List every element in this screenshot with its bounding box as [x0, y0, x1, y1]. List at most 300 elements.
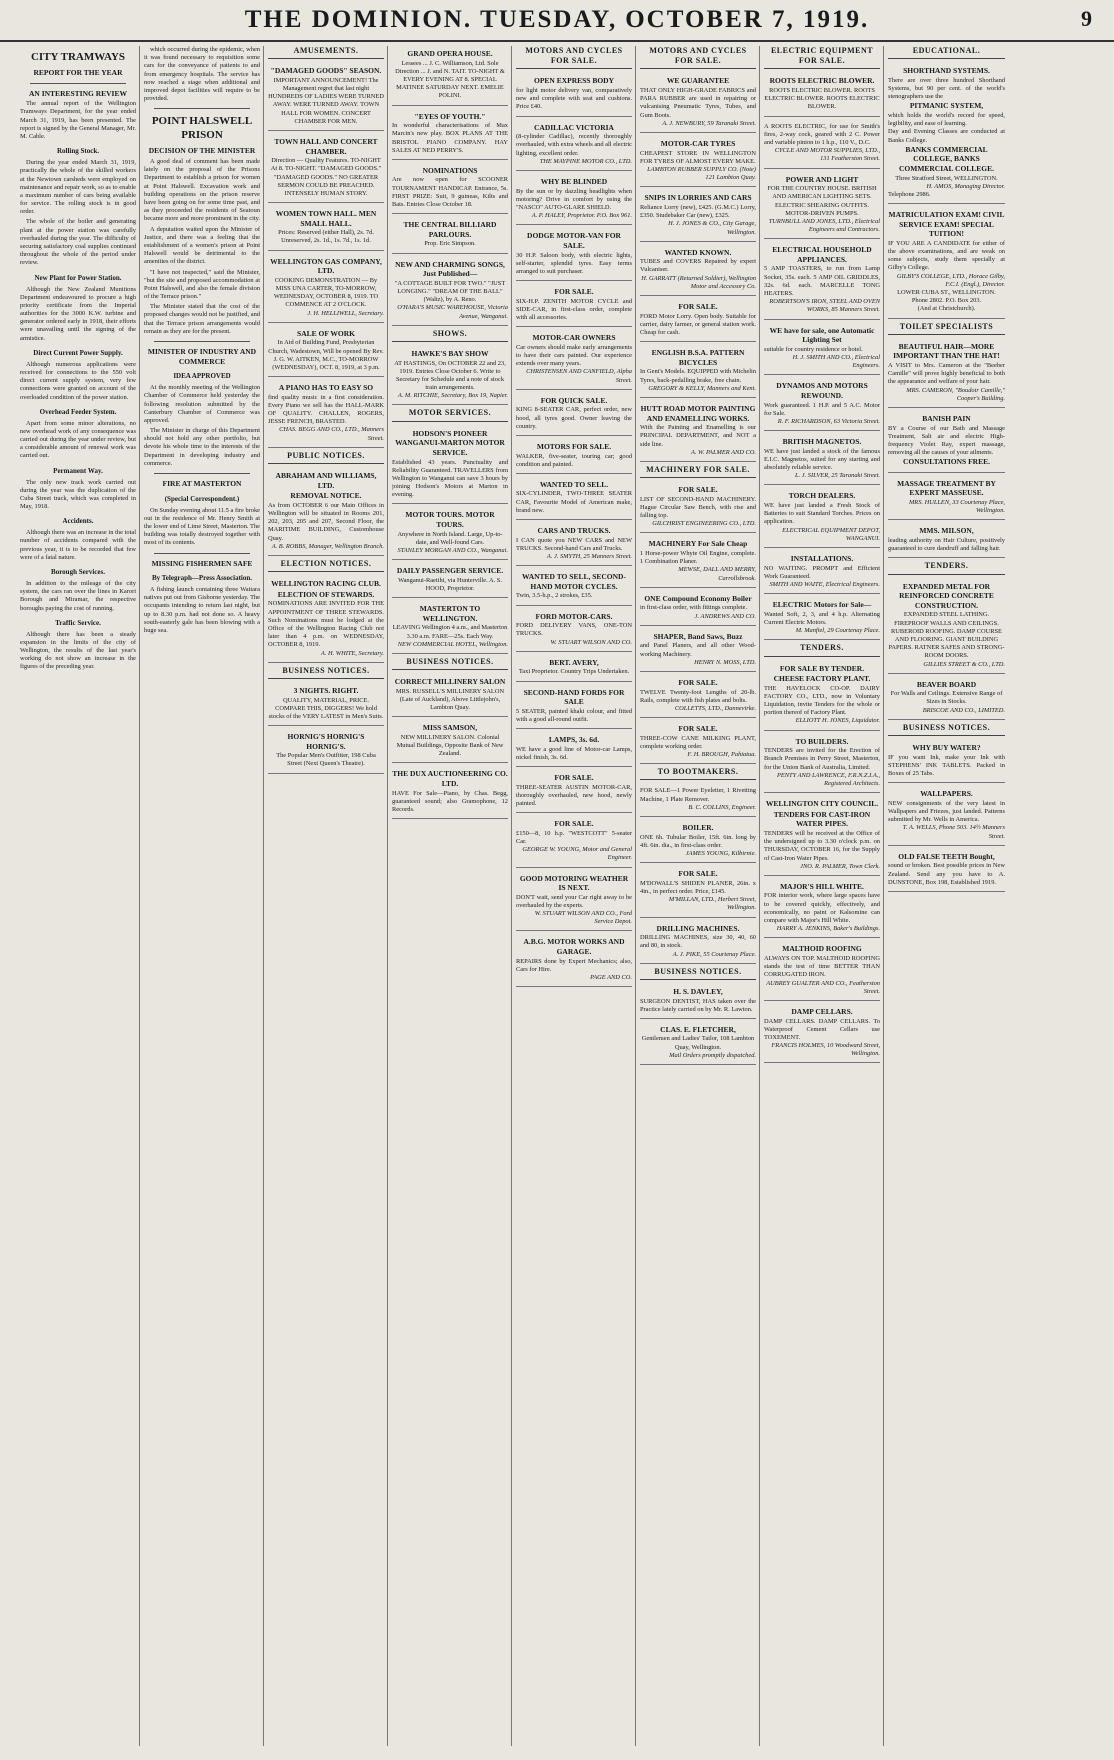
ad-title: THE DUX AUCTIONEERING CO. LTD. [392, 769, 508, 789]
page-number: 9 [1081, 6, 1092, 31]
ad-signature: B. C. COLLINS, Engineer. [688, 803, 756, 811]
section-header: TO BOOTMAKERS. [640, 767, 756, 780]
ad-title: HUTT ROAD MOTOR PAINTING AND ENAMELLING WORKS. [640, 403, 756, 423]
ad-signature: MEWSE, DALL AND MERRY, Carrollsbrook. [678, 566, 756, 582]
advertisement [516, 770, 632, 813]
paragraph: Although there was an increase in the total number of accidents compared with the previous year, it is to be recorded that few were of a fatal nature. [20, 529, 136, 561]
section-header: MOTORS AND CYCLES FOR SALE. [516, 46, 632, 69]
ad-title: MOTORS FOR SALE. [536, 441, 612, 451]
ad-signature: H. J. SMITH AND CO., Electrical Engineers. [792, 353, 880, 370]
advertisement [268, 576, 384, 663]
ad-body: Lessees ... J. C. Williamson, Ltd. Sole Direction ... J. and N. TAIT. TO-NIGHT & EVERY EVENING AT 8. SPECIAL MATINEE SATURDAY NEXT. EMELIE POLINI. [395, 59, 505, 100]
article-title: POINT HALSWELL PRISON [151, 115, 253, 142]
ad-body: IF YOU ARE A CANDIDATE for either of the above examinations, and are weak on some subjects, study them specially at Gilby's College. [888, 239, 1005, 272]
ad-body: Prop. Eric Simpson. [424, 240, 476, 248]
ad-title: SECOND-HAND FORDS FOR SALE [523, 687, 625, 707]
ad-signature: TURNBULL AND JONES, LTD., Electrical Engineers and Contractors. [768, 217, 880, 234]
ad-signature: Mail Orders promptly dispatched. [669, 1051, 756, 1059]
advertisement [640, 345, 756, 398]
paragraph: The Minister in charge of this Department should not hold any other portfolio, but devote his whole time to the interests of the Department in developing industry and commerce. [144, 427, 260, 467]
ad-title: ABRAHAM AND WILLIAMS, LTD. [275, 471, 377, 490]
ad-title: SHORTHAND SYSTEMS. [903, 66, 990, 76]
ad-heading: ELECTION OF STEWARDS. [277, 589, 375, 599]
advertisement [640, 536, 756, 587]
ad-body: for light motor delivery van, comparatively new and complete with seat and cushions. Price £40. [516, 87, 632, 111]
ad-title: FOR SALE. [554, 819, 594, 829]
ad-title: MAJOR'S HILL WHITE. [780, 881, 864, 891]
ad-body: WALKER, five-seater, touring car; good condition and painted. [516, 452, 632, 468]
ad-title: NOMINATIONS [422, 165, 478, 175]
masthead-date: OCTOBER 7, 1919. [625, 6, 870, 33]
section-header: BUSINESS NOTICES. [640, 967, 756, 980]
ad-body: In Gent's Models. EQUIPPED with Michelin Tyres, back-pedalling brake, free chain. [640, 368, 756, 384]
advertisement [516, 393, 632, 436]
article-title: CITY TRAMWAYS [30, 51, 126, 63]
section-heading: Permanent Way. [53, 466, 103, 475]
ad-signature: GILLIES STREET & CO., LTD. [923, 660, 1005, 668]
advertisement [392, 257, 508, 326]
ad-signature: ELLIOTT H. JONES, Liquidator. [795, 717, 880, 725]
advertisement [640, 921, 756, 964]
ad-title: POWER AND LIGHT [785, 174, 859, 184]
ad-signature: F. H. BROUGH, Pahiatua. [687, 751, 756, 759]
ad-title: SHAPER, Band Saws, Buzz [653, 631, 743, 641]
ad-body: (8-cylinder Cadillac), recently thoroughly overhauled, with extra wheels and all electric lighting, excellent order. [516, 133, 632, 157]
ad-signature: CHAS. BEGG AND CO., LTD., Manners Street. [279, 426, 384, 442]
ad-title: TO BUILDERS. [795, 736, 849, 746]
ad-title: WELLINGTON RACING CLUB. [271, 579, 381, 589]
advertisement [516, 330, 632, 390]
advertisement [640, 482, 756, 533]
ad-title: FOR QUICK SALE. [540, 395, 608, 405]
advertisement [764, 378, 880, 431]
ad-title: CARS AND TRUCKS. [537, 526, 611, 536]
ad-body: BY a Course of our Bath and Massage Treatment, Salt air and electric High-frequency Violet Ray, expert massage, removing all the causes of your ailments. [888, 424, 1005, 457]
column-2 [144, 46, 264, 1746]
advertisement [764, 120, 880, 169]
section-heading: New Plant for Power Station. [34, 273, 122, 282]
section-heading: Direct Current Power Supply. [33, 348, 123, 357]
advertisement [640, 190, 756, 241]
ad-title: CORRECT MILLINERY SALON [394, 677, 506, 687]
ad-signature: R. F. RICHARDSON, 63 Victoria Street. [777, 417, 880, 425]
advertisement [888, 63, 1005, 204]
advertisement [640, 1022, 756, 1065]
ad-title: MOTOR-CAR OWNERS [532, 333, 616, 343]
advertisement [516, 732, 632, 767]
ad-body: Wanted Soft, 2, 3, and 4 h.p. Alternating Current Electric Motors. [764, 610, 880, 626]
ad-body: M'DOWALL'S SHIDEN PLANER, 26in. x 4in., in perfect order. Price, £145. [640, 879, 756, 895]
ad-body: FOR THE COUNTRY HOUSE. BRITISH AND AMERICAN LIGHTING SETS. ELECTRIC SHEARING OUTFITS. MOTOR-DRIVEN PUMPS. [767, 185, 877, 217]
ad-signature: A. J. PIKE, 55 Courtenay Place. [672, 950, 756, 958]
ad-body: NEW MILLINERY SALON. Colonial Mutual Buildings, Opposite Bank of New Zealand. [396, 733, 504, 758]
ad-body: TWELVE Twenty-foot Lengths of 20-lb. Rails, complete with fish plates and bolts. [640, 688, 756, 704]
advertisement [888, 476, 1005, 521]
ad-title: BRITISH MAGNETOS. [782, 437, 862, 447]
ad-signature: NEW COMMERCIAL HOTEL, Wellington. [397, 640, 508, 648]
ad-title: WOMEN TOWN HALL. MEN SMALL HALL. [275, 209, 377, 228]
advertisement [764, 941, 880, 1001]
ad-body: Day and Evening Classes are conducted at Banks College. [888, 128, 1005, 144]
advertisement [888, 677, 1005, 720]
ad-body: "A COTTAGE BUILT FOR TWO." "JUST LONGING." "DREAM OF THE BALL" (Waltz), by A. Reno. [394, 279, 506, 304]
ad-body: QUALITY, MATERIAL, PRICE. COMPARE THIS, DIGGERS! We hold stocks of the VERY LATEST in Men's Suits. [268, 696, 384, 720]
ad-body: A ROOTS ELECTRIC, for use for Smith's fires, 2-way cock, geared with 2 C. Power and variable pinion to 1 h.p., 110 V., D.C. [764, 122, 880, 146]
ad-signature: GREGORY & KELLY, Manners and Kent. [648, 384, 756, 392]
ad-title: MOTOR-CAR TYRES [660, 139, 736, 148]
ad-signature: SMITH AND WAITE, Electrical Engineers. [769, 580, 880, 588]
paragraph: During the year ended March 31, 1919, practically the whole of the skilled workers at the Newtown carsheds were employed on maintenance and repair work, so as to enable a maximum number of cars being available for service. The rolling stock is in good order. [20, 159, 136, 216]
ad-title: SALE OF WORK [297, 328, 355, 338]
ad-body: DAMP CELLARS. DAMP CELLARS. To Waterproof Cement Cellars use TOXEMENT. [764, 1017, 880, 1041]
ad-body: EXPANDED STEEL LATHING. FIREPROOF WALLS AND CEILINGS. RUBEROID ROOFING. DAMP COURSE AND FLOORING. GIANT BUILDING PAPERS. RATNER SAFES AND STRONG-ROOM DOORS. [888, 611, 1005, 660]
advertisement [888, 579, 1005, 674]
advertisement [640, 984, 756, 1019]
ad-signature: H. J. JONES & CO., City Garage, Wellington. [668, 220, 756, 236]
advertisement [764, 172, 880, 240]
ad-signature: ELECTRICAL EQUIPMENT DEPOT, WANGANUI. [782, 526, 880, 542]
ad-title: DAILY PASSENGER SERVICE. [396, 566, 504, 576]
article-heading: AN INTERESTING REVIEW [29, 88, 127, 98]
ad-body: which holds the world's record for speed, legibility, and ease of learning. [888, 111, 1005, 128]
ad-body: Taxi Proprietor. Country Trips Undertaken. [518, 668, 630, 676]
ad-title: CLAS. E. FLETCHER, [660, 1024, 736, 1034]
advertisement [640, 721, 756, 764]
ad-body: KING 8-SEATER CAR, perfect order, new hood, all tyres good. Owner leaving the country. [516, 406, 632, 430]
ad-title: THE CENTRAL BILLIARD PARLOURS. [403, 220, 497, 239]
ad-title: BEAVER BOARD [916, 679, 977, 689]
advertisement [516, 174, 632, 225]
article-subtitle: (Special Correspondent.) [164, 494, 240, 503]
ad-body: THAT ONLY HIGH-GRADE FABRICS and PARA RUBBER are used in repairing or vulcanising Pneumatic Tyres, Tubes, and Gum Boots. [640, 87, 756, 119]
ad-note: (And at Christchurch). [917, 305, 976, 313]
advertisement [888, 740, 1005, 783]
ad-body: TENDERS will be received at the Office of the undersigned up to 3.30 o'clock p.m. on THURSDAY, OCTOBER 16, for the Supply of Cast-Iron Water Pipes. [764, 829, 880, 862]
ad-body: suitable for country residence or hotel. [764, 345, 863, 353]
ad-body: Are now open for SCOONER TOURNAMENT HANDICAP. Entrance, 5s. FIRST PRIZE: Suit, 9 guineas, Kilts and Bats. Entries Close October 18. [392, 176, 508, 209]
article-title: MISSING FISHERMEN SAFE [151, 558, 253, 568]
advertisement [392, 46, 508, 106]
column-5 [516, 46, 636, 1746]
ad-signature: THE MAYPINE MOTOR CO., LTD. [539, 157, 632, 165]
advertisement [268, 63, 384, 131]
section-header: BUSINESS NOTICES. [392, 657, 508, 670]
article-subtitle: DECISION OF THE MINISTER [148, 146, 256, 156]
advertisement [764, 661, 880, 731]
ad-body: FOR interior work, where large spaces have to be covered quickly, effectively, and economically, no paint or Kalsomine can compare with Major's Hill White. [764, 892, 880, 925]
ad-title: WALLPAPERS. [920, 789, 973, 799]
article-subtitle: REPORT FOR THE YEAR [33, 68, 123, 78]
section-heading: Borough Services. [51, 568, 105, 577]
advertisement [888, 411, 1005, 473]
ad-title: BOILER. [682, 823, 714, 833]
ad-body: THREE-SEATER AUSTIN MOTOR-CAR, thoroughly overhauled, new hood, newly painted. [516, 783, 632, 807]
advertisement [888, 849, 1005, 892]
ad-title: ROOTS ELECTRIC BLOWER. [769, 76, 875, 86]
ad-body: ROOTS ELECTRIC BLOWER. ROOTS ELECTRIC BLOWER. ROOTS ELECTRIC BLOWER. [764, 87, 880, 111]
advertisement [640, 136, 756, 187]
advertisement [268, 683, 384, 726]
ad-body: ALWAYS ON TOP. MALTHOID ROOFING stands the test of time BETTER THAN CORRUGATED IRON. [764, 955, 880, 979]
ad-title: FORD MOTOR-CARS. [535, 611, 613, 621]
ad-body: FORD Motor Lorry. Open body. Suitable for carrier, dairy farmer, or general station work. Cheap for cash. [640, 312, 756, 336]
advertisement [268, 134, 384, 203]
ad-body: THE HAVELOCK CO-OP. DAIRY FACTORY CO., LTD., now in Voluntary Liquidation, invite Tenders for the whole or portion thereof of Factory Plant. [764, 684, 880, 717]
ad-signature: JNO. R. PALMER, Town Clerk. [800, 862, 880, 870]
ad-signature: T. A. WELLS, Phone 503. 14½ Manners Street. [902, 824, 1005, 840]
ad-signature: W. STUART WILSON AND CO. [550, 638, 632, 646]
ad-title: DAMP CELLARS. [791, 1006, 853, 1016]
ad-signature: W. STUART WILSON AND CO., Ford Service Depot. [534, 910, 632, 926]
ad-signature: FRANCIS HOLMES, 10 Woodward Street, Wellington. [771, 1042, 880, 1058]
section-header: MOTORS AND CYCLES FOR SALE. [640, 46, 756, 69]
ad-signature: BANKS COMMERCIAL COLLEGE, BANKS COMMERCIAL COLLEGE. [898, 144, 994, 173]
ad-title: WHY BE BLINDED [540, 176, 608, 186]
paragraph: In addition to the mileage of the city system, the cars ran over the lines in Karori Borough and Miramar, the respective boroughs paying the cost of running. [20, 580, 136, 612]
advertisement [640, 73, 756, 133]
ad-title: FOR SALE. [678, 485, 718, 495]
ad-body: For Walls and Ceilings. Extensive Range of Sizes in Stocks. [890, 690, 1003, 706]
advertisement [392, 507, 508, 560]
ad-title: FOR SALE BY TENDER. [779, 663, 865, 673]
ad-signature: A. P. HALEY, Proprietor. P.O. Box 961. [531, 212, 632, 220]
advertisement [392, 217, 508, 253]
ad-title: TORCH DEALERS. [788, 491, 856, 501]
ad-title: WANTED TO SELL. [539, 479, 609, 489]
article-intro: The annual report of the Wellington Tramways Department, for the year ended March 31, 1919, has been presented. The report is signed by the General Manager, Mr. M. Cable. [20, 100, 136, 141]
ad-body: By the sun or by dazzling headlights when motoring? Drive in comfort by using the "NASCO" AUTO-GLARE SHIELD. [516, 187, 632, 211]
ad-title: EXPANDED METAL FOR REINFORCED CONCRETE CONSTRUCTION. [899, 581, 994, 610]
advertisement [640, 866, 756, 917]
ad-title: BEAUTIFUL HAIR—MORE IMPORTANT THAN THE HAT! [893, 341, 1000, 361]
ad-signature: GILCHRIST ENGINEERING CO., LTD. [652, 520, 756, 528]
paragraph: The Minister stated that the cost of the proposed changes would not be justified, and that the Terrace prison arrangements would remain as they are for the present. [144, 303, 260, 335]
ad-body: WE have just landed a stock of the famous E.I.C. Magnetos, suited for any starting and absolutely reliable service. [764, 447, 880, 472]
advertisement [392, 426, 508, 505]
advertisement [516, 477, 632, 520]
advertisement [516, 934, 632, 987]
ad-signature: GEORGE W. YOUNG, Motor and General Engineer. [522, 846, 632, 862]
masthead [0, 0, 1114, 42]
advertisement [392, 720, 508, 763]
ad-title: MMS. MILSON, [919, 526, 974, 536]
ad-signature: STANLEY MORGAN AND CO., Wanganui. [397, 547, 508, 554]
ad-body: DRILLING MACHINES, size 30, 40, 60 and 80, in stock. [640, 934, 756, 950]
section-header: TENDERS. [764, 643, 880, 656]
section-header: AMUSEMENTS. [268, 46, 384, 59]
ad-title: MASTERTON TO WELLINGTON. [419, 604, 481, 623]
section-header: TENDERS. [888, 561, 1005, 574]
ad-title: CADILLAC VICTORIA [534, 122, 614, 132]
ad-signature: A. W. PALMER AND CO. [690, 448, 756, 456]
ad-title: ONE Compound Economy Boiler [644, 593, 752, 603]
advertisement [516, 685, 632, 730]
ad-signature: A. J. NEWBURY, 59 Taranaki Street. [662, 119, 756, 127]
section-heading: Rolling Stock. [56, 147, 99, 156]
ad-body: Reliance Lorry (new), £425. (G.M.C.) Lorry, £350. Studebaker Car (new), £325. [640, 203, 756, 220]
section-heading: Overhead Feeder System. [39, 407, 117, 416]
ad-title: SNIPS IN LORRIES AND CARS [644, 193, 752, 203]
advertisement [268, 468, 384, 556]
advertisement [640, 629, 756, 672]
ad-body: A VISIT to Mrs. Cameron at the "Beeber Camille" will prove highly beneficial to both the appearance and welfare of your hair. [888, 361, 1005, 386]
ad-signature: COLLETTS, LTD., Dannevirke. [674, 704, 756, 712]
ad-signature: A. B. ROBBS, Manager, Wellington Branch. [271, 542, 384, 550]
advertisement [888, 786, 1005, 846]
section-header: PUBLIC NOTICES. [268, 451, 384, 464]
ad-body: and Panel Planers, and all other Wood-working Machinery. [640, 642, 756, 658]
ad-title: OLD FALSE TEETH Bought, [898, 851, 995, 861]
advertisement [640, 820, 756, 863]
ad-signature: HENRY N. MOSS, LTD. [694, 658, 756, 666]
ad-body: FOR SALE—1 Power Eyeletter, 1 Rivetting Machine, 1 Plate Remover. [640, 787, 756, 803]
article-title: FIRE AT MASTERTON [162, 479, 242, 489]
ad-body: In wonderful characterisations of Max Marcin's new play. BOX PLANS AT THE BRISTOL PIANO COMPANY. HAY SALES AT NED PERRY'S. [392, 122, 508, 154]
ad-title: FOR SALE. [678, 724, 718, 734]
masthead-day: TUESDAY, [480, 6, 618, 33]
ad-address: Three Stratford Street, WELLINGTON. [895, 174, 998, 182]
ad-title: GRAND OPERA HOUSE. [407, 49, 493, 58]
ad-signature: A. M. RITCHIE, Secretary, Box 19, Napier. [397, 392, 508, 400]
section-header: EDUCATIONAL. [888, 46, 1005, 59]
ad-title: ELECTRIC Motors for Sale— [772, 600, 872, 610]
ad-title: MACHINERY For Sale Cheap [648, 539, 748, 549]
ad-body: THREE-COW CANE MILKING PLANT, complete working order. [640, 734, 756, 750]
advertisement [516, 73, 632, 116]
ad-signature: J. H. HELLIWELL, Secretary. [307, 309, 384, 317]
divider [154, 341, 250, 342]
ad-title: FOR SALE. [554, 773, 594, 783]
ad-title: DODGE MOTOR-VAN FOR SALE. [527, 231, 621, 250]
ad-body: 5 SEATER, painted khaki colour, and fitted with a good all-round outfit. [516, 707, 632, 723]
ad-signature: MRS. CAMERON, "Boudoir Camille," Cooper's Building. [906, 386, 1005, 402]
section-header: BUSINESS NOTICES. [888, 723, 1005, 736]
ad-body: find quality music in a first consideration. Every Piano we sell has the HALL-MARK OF QUALITY. CHALLEN, ROGERS, JESSE FRENCH, BRASTED. [268, 393, 384, 426]
ad-signature: GILBY'S COLLEGE, LTD., Horace Gilby, F.C.I. (Engl.), Director. [896, 272, 1005, 288]
advertisement [392, 109, 508, 160]
ad-title: HORNIG'S HORNIG'S HORNIG'S. [287, 732, 365, 751]
ad-title: MATRICULATION EXAM! CIVIL SERVICE EXAM! SPECIAL TUITION! [888, 210, 1005, 239]
paragraph: "I have not inspected," said the Minister, "but the site and proposed accommodation at Point Halswell, and also the female division of the Terrace prison." [144, 268, 260, 301]
ad-title: WE have for sale, one Automatic Lighting Set [769, 325, 875, 345]
advertisement [516, 523, 632, 566]
ad-body: DON'T wait, send your Car right away to be overhauled by the experts. [516, 893, 632, 909]
advertisement [764, 1004, 880, 1064]
paragraph: Although there has been a steady expansion in the limits of the city of Wellington, the results of the last year's working do not show an increase in the figures of the preceding year. [20, 630, 136, 671]
advertisement [764, 734, 880, 794]
ad-body: SIX-H.P. ZENITH MOTOR CYCLE and SIDE-CAR, in first-class order, complete with all accessories. [516, 297, 632, 322]
ad-signature: ROBERTSON'S IRON, STEEL AND OVEN WORKS, 85 Manners Street. [769, 298, 880, 314]
advertisement [764, 323, 880, 376]
advertisement [888, 207, 1005, 318]
advertisement [640, 401, 756, 462]
ad-body: leading authority on Hair Culture, positively guaranteed to cure dandruff and falling hair. [888, 537, 1005, 553]
ad-title: FOR SALE. [554, 287, 594, 297]
ad-body: FORD DELIVERY VANS, ONE-TON TRUCKS. [516, 622, 632, 638]
paragraph: A fishing launch containing three Waitara natives put out from Gisborne yesterday. The occupants intending to return last night, but up to 8.30 p.m. had not done so. A heavy south-easterly gale has been blowing with a huge sea. [144, 586, 260, 634]
ad-body: There are over three hundred Shorthand Systems, but 90 per cent. of the world's stenographers use the [888, 76, 1005, 101]
ad-body: TENDERS are invited for the Erection of Branch Premises in Perry Street, Masterton, for the Union Bank of Australia, Limited. [764, 747, 880, 771]
ad-body: MRS. RUSSELL'S MILLINERY SALON (Late of Auckland), Above Littlejohn's, Lambton Quay. [395, 687, 505, 712]
ad-body: SIX-CYLINDER, TWO-THREE SEATER CAR, Favourite Model of American make, brand new. [516, 490, 632, 514]
section-heading: Accidents. [62, 517, 94, 526]
paragraph: Apart from some minor alterations, no new overhead work of any consequence was carried out during the year under review, but a considerable amount of renewal work was carried out. [20, 419, 136, 460]
column-7 [764, 46, 884, 1746]
ad-title: NEW AND CHARMING SONGS, Just Published— [395, 259, 505, 279]
ad-body: I CAN quote you NEW CARS and NEW TRUCKS. Second-hand Cars and Trucks. [516, 536, 632, 552]
ad-title: MOTOR TOURS. MOTOR TOURS. [405, 510, 495, 530]
ad-body: Car owners should make early arrangements to have their cars painted. Our experience extends over many years. [516, 343, 632, 368]
ad-title: WELLINGTON GAS COMPANY, LTD. [270, 256, 382, 276]
ad-title: MISS SAMSON, [422, 723, 478, 733]
ad-title: HAWKE'S BAY SHOW [411, 348, 489, 358]
ad-body: LEAVING Wellington 4 a.m., and Masterton 3.30 a.m. FARE—25s. Each Way. [392, 624, 508, 640]
ad-signature: HARRY A. JENKINS, Baker's Buildings. [776, 925, 880, 933]
advertisement [888, 523, 1005, 558]
ad-title: WANTED KNOWN. [664, 247, 732, 257]
divider [30, 83, 126, 84]
section-header: BUSINESS NOTICES. [268, 666, 384, 679]
advertisement [516, 120, 632, 171]
ad-heading: TENDERS FOR CAST-IRON WATER PIPES. [773, 809, 871, 829]
advertisement [392, 163, 508, 214]
ad-title: INSTALLATIONS. [790, 553, 854, 563]
ad-signature: L. J. SILVER, 25 Taranaki Street. [794, 472, 880, 480]
advertisement [640, 245, 756, 296]
ad-title: WANTED TO SELL, SECOND-HAND MOTOR CYCLES. [522, 572, 626, 591]
ad-signature: CYCLE AND MOTOR SUPPLIES, LTD., 131 Featherston Street. [774, 147, 880, 163]
advertisement [392, 601, 508, 654]
advertisement [516, 655, 632, 682]
ad-body: in first-class order, with fittings complete. [640, 604, 748, 612]
ad-title: WE GUARANTEE [666, 76, 730, 86]
divider [154, 553, 250, 554]
advertisement [268, 254, 384, 323]
ad-body: Prices: Reserved (either Hall), 2s. 7d. Unreserved, 2s. 1d., 1s. 7d., 1s. 1d. [278, 229, 374, 245]
ad-phone: Telephone 2986. [888, 190, 931, 198]
ad-heading: CHEESE FACTORY PLANT. [773, 674, 871, 684]
column-1 [20, 46, 140, 1746]
ad-body: Direction — Quality Features. TO-NIGHT At 8. TO-NIGHT. "DAMAGED GOODS." "DAMAGED GOODS." NO GREATER SERMON COULD BE PREACHED. INTENSELY HUMAN STORY. [270, 157, 382, 197]
ad-body: With the Painting and Enamelling is our PRINCIPAL DEPARTMENT, and NOT a side line. [640, 424, 756, 448]
ad-body: As from OCTOBER 6 our Main Offices in Wellington will be situated in Rooms 201, 202, 203, 205 and 207, Second Floor, the MARITIME BUILDING, Customhouse Quay. [268, 501, 384, 542]
ad-body: NO WAITING. PROMPT and Efficient Work Guaranteed. [764, 564, 880, 580]
section-header: SHOWS. [392, 329, 508, 342]
ad-address: LOWER CUBA ST., WELLINGTON. [897, 288, 996, 296]
ad-body: WE have a good line of Motor-car Lamps, nickel finish, 3s. 6d. [516, 745, 632, 761]
ad-body: Anywhere in North Island. Large, Up-to-date, and Well-found Cars. [397, 530, 503, 546]
ad-body: SURGEON DENTIST, HAS taken over the Practice lately carried on by Mr. R. Lawton. [640, 997, 756, 1013]
ad-title: "DAMAGED GOODS" SEASON. [270, 66, 382, 76]
advertisement [764, 73, 880, 116]
ad-body: REPAIRS done by Expert Mechanics; also, Cars for Hire. [516, 957, 632, 973]
section-header: TOILET SPECIALISTS [888, 322, 1005, 335]
columns [20, 46, 1096, 1746]
advertisement [764, 796, 880, 876]
ad-title: DRILLING MACHINES. [656, 923, 740, 933]
ad-body: ONE 6h. Tubular Boiler, 15ft. 6in. long by 4ft. 6in. dia., in first-class order. [640, 833, 756, 849]
ad-body: 30 H.P. Saloon body, with electric lights, self-starter, splendid tyres. Easy terms arranged to suit purchaser. [516, 251, 632, 275]
ad-title: MASSAGE TREATMENT BY EXPERT MASSEUSE. [897, 478, 996, 498]
ad-body: NOMINATIONS ARE INVITED FOR THE APPOINTMENT OF THREE STEWARDS. Such Nominations must be lodged at the Office of the Wellington Racing Club not later than 4 p.m. on WEDNESDAY, OCTOBER 8, 1919. [268, 600, 384, 649]
ad-title: FOR SALE. [678, 302, 718, 312]
ad-signature: CHRISTENSEN AND CANFIELD, Alpha Street. [526, 368, 632, 384]
ad-body: IF you want Ink, make your Ink with STEPHENS' INK TABLETS. Packed in Boxes of 25 Tabs. [888, 753, 1005, 778]
paragraph: At the monthly meeting of the Wellington Chamber of Commerce held yesterday the following resolution submitted by the Canterbury Chamber of Commerce was approved. [144, 384, 260, 424]
ad-title: LAMPS, 3s. 6d. [548, 735, 600, 745]
ad-signature: A. J. SMYTH, 25 Manners Street. [546, 553, 632, 560]
ad-body: IMPORTANT ANNOUNCEMENT! The Management regret that last night HUNDREDS OF LADIES WERE TURNED AWAY. WERE TURNED AWAY. TOWN HALL FOR WOMEN. CONCERT CHAMBER FOR MEN. [268, 76, 384, 125]
